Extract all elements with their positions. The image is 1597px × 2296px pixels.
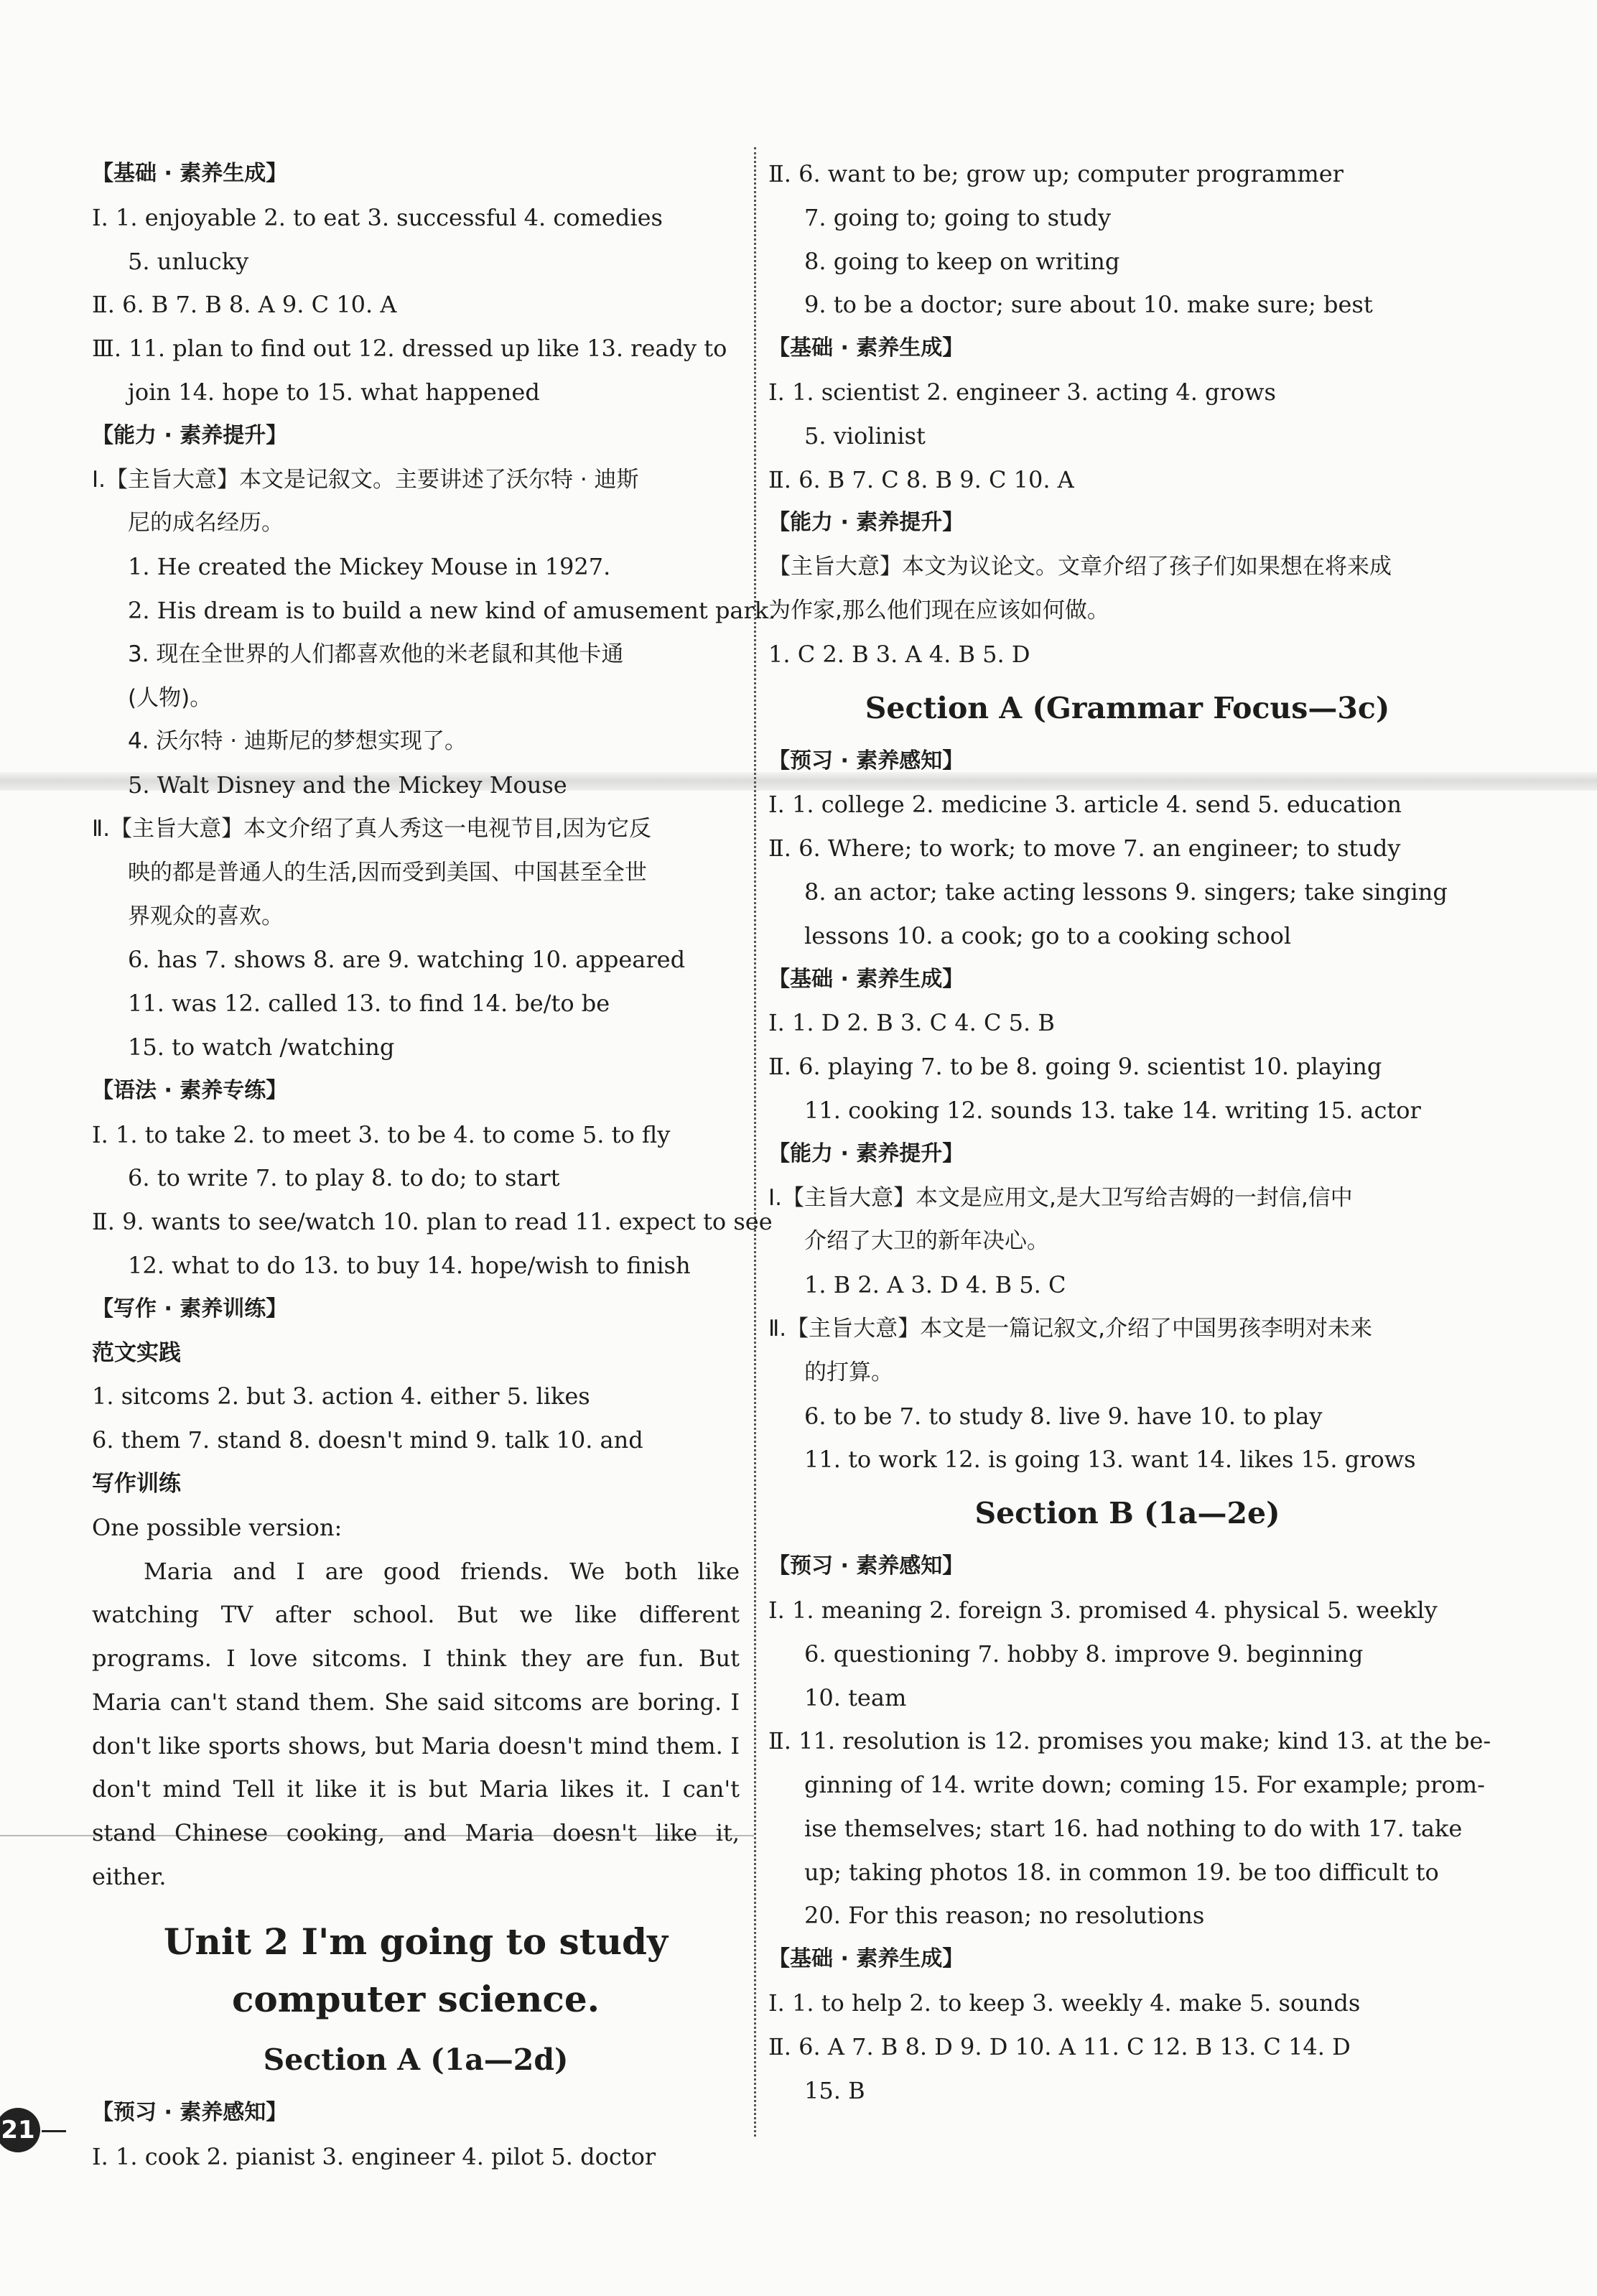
section-header: 【基础 · 素养生成】 (768, 335, 964, 361)
answer-line: Ⅰ. 1. D 2. B 3. C 4. C 5. B (768, 1009, 1055, 1037)
answer-line: Ⅰ. 1. to help 2. to keep 3. weekly 4. make 5. sounds (768, 1989, 1361, 2017)
answer-line: 5. unlucky (128, 247, 249, 275)
answer-line: 6. to be 7. to study 8. live 9. have 10. to play (804, 1402, 1323, 1430)
answer-line: Ⅱ. 6. B 7. B 8. A 9. C 10. A (92, 291, 397, 319)
summary-line: 3. 现在全世界的人们都喜欢他的米老鼠和其他卡通 (128, 641, 624, 667)
summary-line: Ⅱ.【主旨大意】本文是一篇记叙文,介绍了中国男孩李明对未来 (768, 1315, 1372, 1342)
left-column (92, 152, 776, 2178)
sample-essay: Maria and I are good friends. We both like watching TV after school. But we like different programs. I love sitcoms. I think they are fun. But Maria can't stand them. She said sitcoms are boring. I don't like sports shows, but Maria doesn't mind them. I don't mind Tell it like it is but Maria likes it. I can't stand Chinese cooking, and Maria doesn't like it, either. (92, 1557, 740, 1891)
summary-line: 为作家,那么他们现在应该如何做。 (768, 597, 1109, 623)
answer-line: 11. to work 12. is going 13. want 14. likes 15. grows (804, 1446, 1416, 1474)
answer-line: 6. questioning 7. hobby 8. improve 9. beginning (804, 1640, 1364, 1668)
answer-line: 8. going to keep on writing (804, 247, 1120, 275)
answer-line: Ⅰ. 1. to take 2. to meet 3. to be 4. to come 5. to fly (92, 1120, 671, 1148)
subsection-label: 范文实践 (92, 1339, 181, 1366)
answer-line: Ⅰ. 1. meaning 2. foreign 3. promised 4. physical 5. weekly (768, 1596, 1438, 1624)
answer-line: Ⅱ. 6. playing 7. to be 8. going 9. scientist 10. playing (768, 1053, 1382, 1081)
answer-line: 1. C 2. B 3. A 4. B 5. D (768, 640, 1030, 668)
subsection-label: 写作训练 (92, 1470, 181, 1497)
unit-title: computer science. (231, 1977, 600, 2020)
answer-line: Ⅰ. 1. cook 2. pianist 3. engineer 4. pilot 5. doctor (92, 2142, 656, 2170)
answer-line: 15. to watch /watching (128, 1033, 395, 1061)
section-header: 【基础 · 素养生成】 (92, 161, 288, 186)
answer-line: Ⅱ. 9. wants to see/watch 10. plan to read 11. expect to see (92, 1208, 773, 1236)
section-header: 【能力 · 素养提升】 (92, 422, 288, 448)
answer-line: 1. B 2. A 3. D 4. B 5. C (804, 1271, 1066, 1299)
answer-line: join 14. hope to 15. what happened (128, 378, 540, 406)
spacer (92, 1899, 740, 1913)
answer-line: Ⅰ. 1. scientist 2. engineer 3. acting 4. grows (768, 378, 1276, 406)
answer-line: 7. going to; going to study (804, 203, 1112, 231)
section-header: 【能力 · 素养提升】 (768, 1140, 964, 1166)
page-number-badge: 21 (0, 2108, 40, 2152)
section-header: 【预习 · 素养感知】 (92, 2099, 288, 2125)
answer-line: 11. cooking 12. sounds 13. take 14. writing 15. actor (804, 1096, 1421, 1124)
section-header: 【语法 · 素养专练】 (92, 1077, 288, 1103)
answer-line: 11. was 12. called 13. to find 14. be/to be (128, 990, 610, 1018)
right-column (768, 152, 1491, 2112)
answer-line: 1. sitcoms 2. but 3. action 4. either 5. likes (92, 1382, 590, 1410)
section-header: 【基础 · 素养生成】 (768, 966, 964, 992)
answer-line: 6. them 7. stand 8. doesn't mind 9. talk 10. and (92, 1426, 643, 1454)
section-header: 【写作 · 素养训练】 (92, 1296, 288, 1321)
answer-line: 8. an actor; take acting lessons 9. singers; take singing (804, 878, 1448, 906)
unit-title: Unit 2 I'm going to study (163, 1920, 669, 1963)
answer-line: 5. Walt Disney and the Mickey Mouse (128, 771, 567, 799)
answer-line: Ⅰ. 1. enjoyable 2. to eat 3. successful 4. comedies (92, 203, 663, 231)
summary-line: 的打算。 (804, 1359, 893, 1385)
answer-line: 5. violinist (804, 422, 926, 450)
summary-line: 映的都是普通人的生活,因而受到美国、中国甚至全世 (128, 859, 647, 886)
answer-line: 6. has 7. shows 8. are 9. watching 10. appeared (128, 946, 686, 974)
page-number-dash (42, 2130, 66, 2132)
summary-line: Ⅰ.【主旨大意】本文是应用文,是大卫写给吉姆的一封信,信中 (768, 1184, 1353, 1211)
answer-line: 2. His dream is to build a new kind of amusement park. (128, 596, 776, 624)
answer-line: Ⅱ. 6. B 7. C 8. B 9. C 10. A (768, 465, 1074, 493)
summary-line: 尼的成名经历。 (128, 510, 284, 536)
section-header: 【预习 · 素养感知】 (768, 748, 964, 773)
section-title: Section A (Grammar Focus—3c) (865, 690, 1390, 725)
answer-line: Ⅱ. 11. resolution is 12. promises you make; kind 13. at the be- (768, 1727, 1491, 1755)
answer-line: Ⅱ. 6. A 7. B 8. D 9. D 10. A 11. C 12. B 13. C 14. D (768, 2032, 1351, 2060)
answer-line: 12. what to do 13. to buy 14. hope/wish to finish (128, 1251, 691, 1279)
answer-line: Ⅱ. 6. Where; to work; to move 7. an engineer; to study (768, 835, 1401, 863)
column-divider (754, 147, 756, 2137)
answer-line: Ⅰ. 1. college 2. medicine 3. article 4. send 5. education (768, 791, 1402, 819)
summary-line: 界观众的喜欢。 (128, 903, 284, 929)
answer-line: ginning of 14. write down; coming 15. For example; prom- (804, 1771, 1485, 1799)
answer-line: 9. to be a doctor; sure about 10. make sure; best (804, 291, 1373, 319)
answer-line: Ⅱ. 6. want to be; grow up; computer programmer (768, 160, 1344, 187)
answer-line: 20. For this reason; no resolutions (804, 1902, 1205, 1930)
summary-line: (人物)。 (128, 684, 213, 711)
answer-line: 1. He created the Mickey Mouse in 1927. (128, 553, 611, 581)
section-header: 【能力 · 素养提升】 (768, 510, 964, 536)
summary-line: Ⅱ.【主旨大意】本文介绍了真人秀这一电视节目,因为它反 (92, 815, 651, 842)
summary-line: 介绍了大卫的新年决心。 (804, 1228, 1049, 1255)
summary-line: Ⅰ.【主旨大意】本文是记叙文。主要讲述了沃尔特 · 迪斯 (92, 466, 639, 493)
answer-line: One possible version: (92, 1513, 343, 1541)
answer-line: ise themselves; start 16. had nothing to do with 17. take (804, 1814, 1463, 1842)
summary-line: 4. 沃尔特 · 迪斯尼的梦想实现了。 (128, 728, 467, 755)
answer-line: 15. B (804, 2076, 865, 2104)
summary-line: 【主旨大意】本文为议论文。文章介绍了孩子们如果想在将来成 (768, 554, 1392, 580)
section-title: Section A (1a—2d) (263, 2042, 569, 2077)
answer-line: 10. team (804, 1683, 907, 1711)
answer-line: up; taking photos 18. in common 19. be too difficult to (804, 1858, 1439, 1886)
answer-line: Ⅲ. 11. plan to find out 12. dressed up like 13. ready to (92, 335, 727, 363)
answer-line: 6. to write 7. to play 8. to do; to start (128, 1164, 560, 1192)
section-header: 【基础 · 素养生成】 (768, 1946, 964, 1972)
section-header: 【预习 · 素养感知】 (768, 1553, 964, 1579)
answer-line: lessons 10. a cook; go to a cooking school (804, 921, 1292, 949)
section-title: Section B (1a—2e) (974, 1496, 1280, 1531)
